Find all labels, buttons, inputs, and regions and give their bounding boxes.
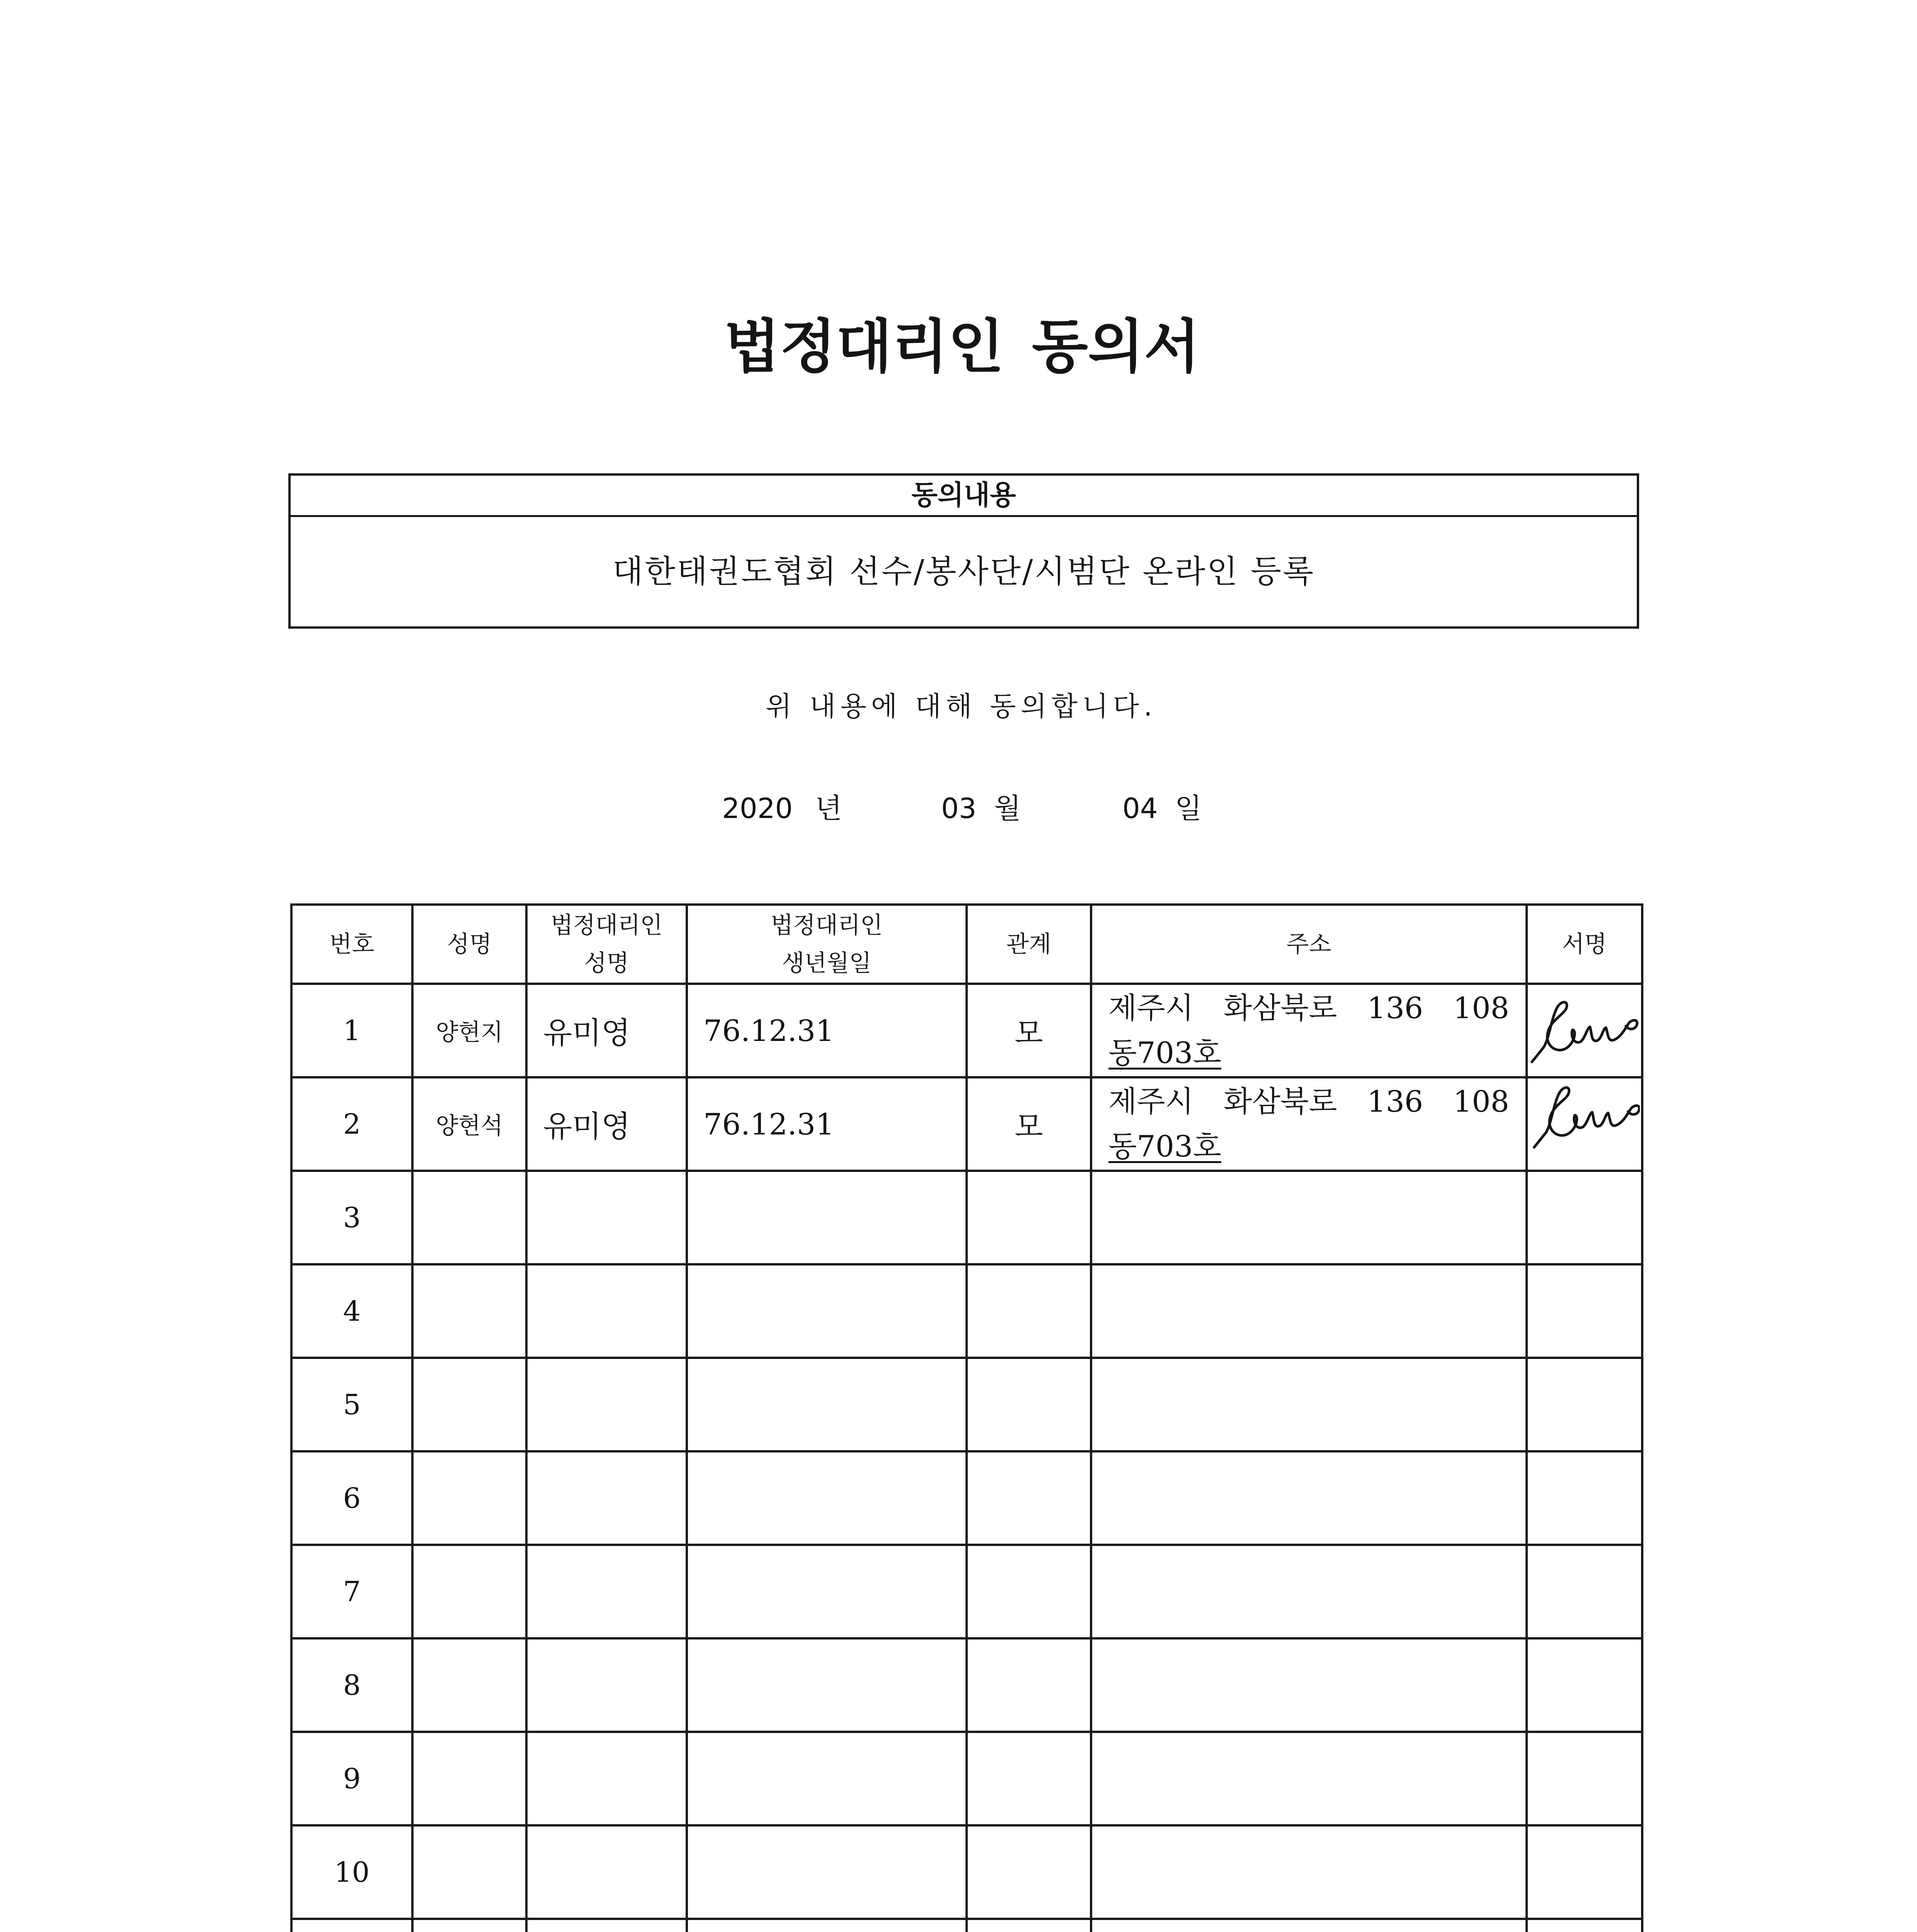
relationship — [967, 1358, 1091, 1451]
document-title: 법정대리인 동의서 — [724, 313, 1200, 381]
header-address: 주소 — [1091, 905, 1527, 984]
row-number: 4 — [291, 1264, 412, 1358]
table-row — [291, 1171, 1642, 1264]
guardian-name: 유미영 — [526, 984, 687, 1077]
header-guardian-name-line-1: 법정대리인 — [550, 912, 663, 939]
guardian-birthdate — [687, 1638, 967, 1732]
signature-cell — [1527, 1638, 1642, 1732]
agreement-statement: 위 내용에 대해 동의합니다. — [765, 690, 1157, 722]
participant-name — [412, 1825, 526, 1919]
date-day-unit: 일 — [1175, 792, 1202, 825]
address — [1091, 1638, 1527, 1732]
row-number: 8 — [291, 1638, 412, 1732]
guardian-name: 유미영 — [526, 1077, 687, 1171]
header-guardian-name-line-2: 성명 — [584, 949, 629, 977]
signature-cell — [1527, 1825, 1642, 1919]
consent-content-box — [288, 473, 1639, 629]
address — [1091, 1264, 1527, 1358]
date-month: 03 — [941, 792, 977, 825]
relationship — [967, 1545, 1091, 1638]
participant-name — [412, 1358, 526, 1451]
participant-name — [412, 1545, 526, 1638]
participant-name — [412, 1732, 526, 1825]
consent-box-content: 대한태권도협회 선수/봉사단/시범단 온라인 등록 — [612, 553, 1315, 590]
address — [1091, 1358, 1527, 1451]
table-body — [291, 984, 1642, 1932]
guardian-birthdate — [687, 1545, 967, 1638]
header-signature: 서명 — [1527, 905, 1642, 984]
guardian-birthdate — [687, 1451, 967, 1545]
address-line-1: 제주시 화삼북로 136 108 — [1108, 1084, 1509, 1119]
consent-box-header: 동의내용 — [291, 476, 1637, 517]
header-number: 번호 — [291, 905, 412, 984]
signature-cell — [1527, 1732, 1642, 1825]
date-year: 2020 — [722, 792, 793, 825]
handwritten-signature — [1529, 1080, 1640, 1168]
guardian-name — [526, 1825, 687, 1919]
date-day: 04 — [1122, 792, 1158, 825]
address — [1091, 1171, 1527, 1264]
address — [1091, 1545, 1527, 1638]
relationship: 모 — [967, 984, 1091, 1077]
address-line-2: 동703호 — [1108, 1036, 1221, 1070]
header-relationship: 관계 — [967, 905, 1091, 984]
address — [1091, 1825, 1527, 1919]
table-row — [291, 984, 1642, 1077]
address — [1091, 1919, 1527, 1932]
signature-cell — [1527, 1264, 1642, 1358]
row-number: 10 — [291, 1825, 412, 1919]
guardian-name — [526, 1171, 687, 1264]
guardian-birthdate — [687, 1264, 967, 1358]
guardian-birthdate — [687, 1919, 967, 1932]
row-number: 6 — [291, 1451, 412, 1545]
header-name: 성명 — [412, 905, 526, 984]
address — [1091, 1732, 1527, 1825]
table-row — [291, 1919, 1642, 1932]
handwritten-signature — [1529, 986, 1640, 1075]
guardian-name — [526, 1358, 687, 1451]
guardian-name — [526, 1451, 687, 1545]
guardian-birthdate: 76.12.31 — [687, 984, 967, 1077]
guardian-name — [526, 1264, 687, 1358]
participant-name — [412, 1451, 526, 1545]
table-row — [291, 1545, 1642, 1638]
signature-cell — [1527, 1077, 1642, 1171]
guardian-birthdate — [687, 1732, 967, 1825]
row-number — [291, 1919, 412, 1932]
row-number: 3 — [291, 1171, 412, 1264]
guardian-birthdate: 76.12.31 — [687, 1077, 967, 1171]
relationship: 모 — [967, 1077, 1091, 1171]
address-line-2: 동703호 — [1108, 1129, 1221, 1163]
signature-cell — [1527, 1545, 1642, 1638]
address-line-1: 제주시 화삼북로 136 108 — [1108, 991, 1509, 1025]
guardian-name — [526, 1919, 687, 1932]
relationship — [967, 1451, 1091, 1545]
participant-name — [412, 1264, 526, 1358]
guardian-name — [526, 1638, 687, 1732]
relationship — [967, 1171, 1091, 1264]
participant-name — [412, 1638, 526, 1732]
signature-cell — [1527, 1451, 1642, 1545]
table-row — [291, 1732, 1642, 1825]
row-number: 1 — [291, 984, 412, 1077]
signature-cell — [1527, 984, 1642, 1077]
address-line-2-wrap — [1108, 1124, 1509, 1169]
address-line-2-wrap — [1108, 1031, 1509, 1075]
participant-name: 양현석 — [412, 1077, 526, 1171]
header-guardian-name — [526, 905, 687, 984]
date-month-unit: 월 — [994, 792, 1021, 825]
header-guardian-birthdate — [687, 905, 967, 984]
signature-cell — [1527, 1919, 1642, 1932]
participant-name — [412, 1171, 526, 1264]
guardian-birthdate — [687, 1358, 967, 1451]
address — [1091, 984, 1527, 1077]
guardian-birthdate — [687, 1171, 967, 1264]
signature-cell — [1527, 1358, 1642, 1451]
relationship — [967, 1732, 1091, 1825]
row-number: 7 — [291, 1545, 412, 1638]
participant-name — [412, 1919, 526, 1932]
header-guardian-birthdate-line-2: 생년월일 — [782, 949, 872, 977]
row-number: 9 — [291, 1732, 412, 1825]
guardian-table — [290, 903, 1643, 1932]
header-guardian-birthdate-line-1: 법정대리인 — [771, 912, 883, 939]
relationship — [967, 1919, 1091, 1932]
table-row — [291, 1264, 1642, 1358]
address — [1091, 1451, 1527, 1545]
table-row — [291, 1638, 1642, 1732]
signature-cell — [1527, 1171, 1642, 1264]
relationship — [967, 1638, 1091, 1732]
table-row — [291, 1825, 1642, 1919]
table-row — [291, 1451, 1642, 1545]
table-row — [291, 1077, 1642, 1171]
relationship — [967, 1825, 1091, 1919]
participant-name: 양현지 — [412, 984, 526, 1077]
relationship — [967, 1264, 1091, 1358]
address — [1091, 1077, 1527, 1171]
guardian-name — [526, 1545, 687, 1638]
row-number: 2 — [291, 1077, 412, 1171]
guardian-name — [526, 1732, 687, 1825]
row-number: 5 — [291, 1358, 412, 1451]
date-year-unit: 년 — [815, 792, 842, 825]
table-header-row — [291, 905, 1642, 984]
guardian-birthdate — [687, 1825, 967, 1919]
table-row — [291, 1358, 1642, 1451]
